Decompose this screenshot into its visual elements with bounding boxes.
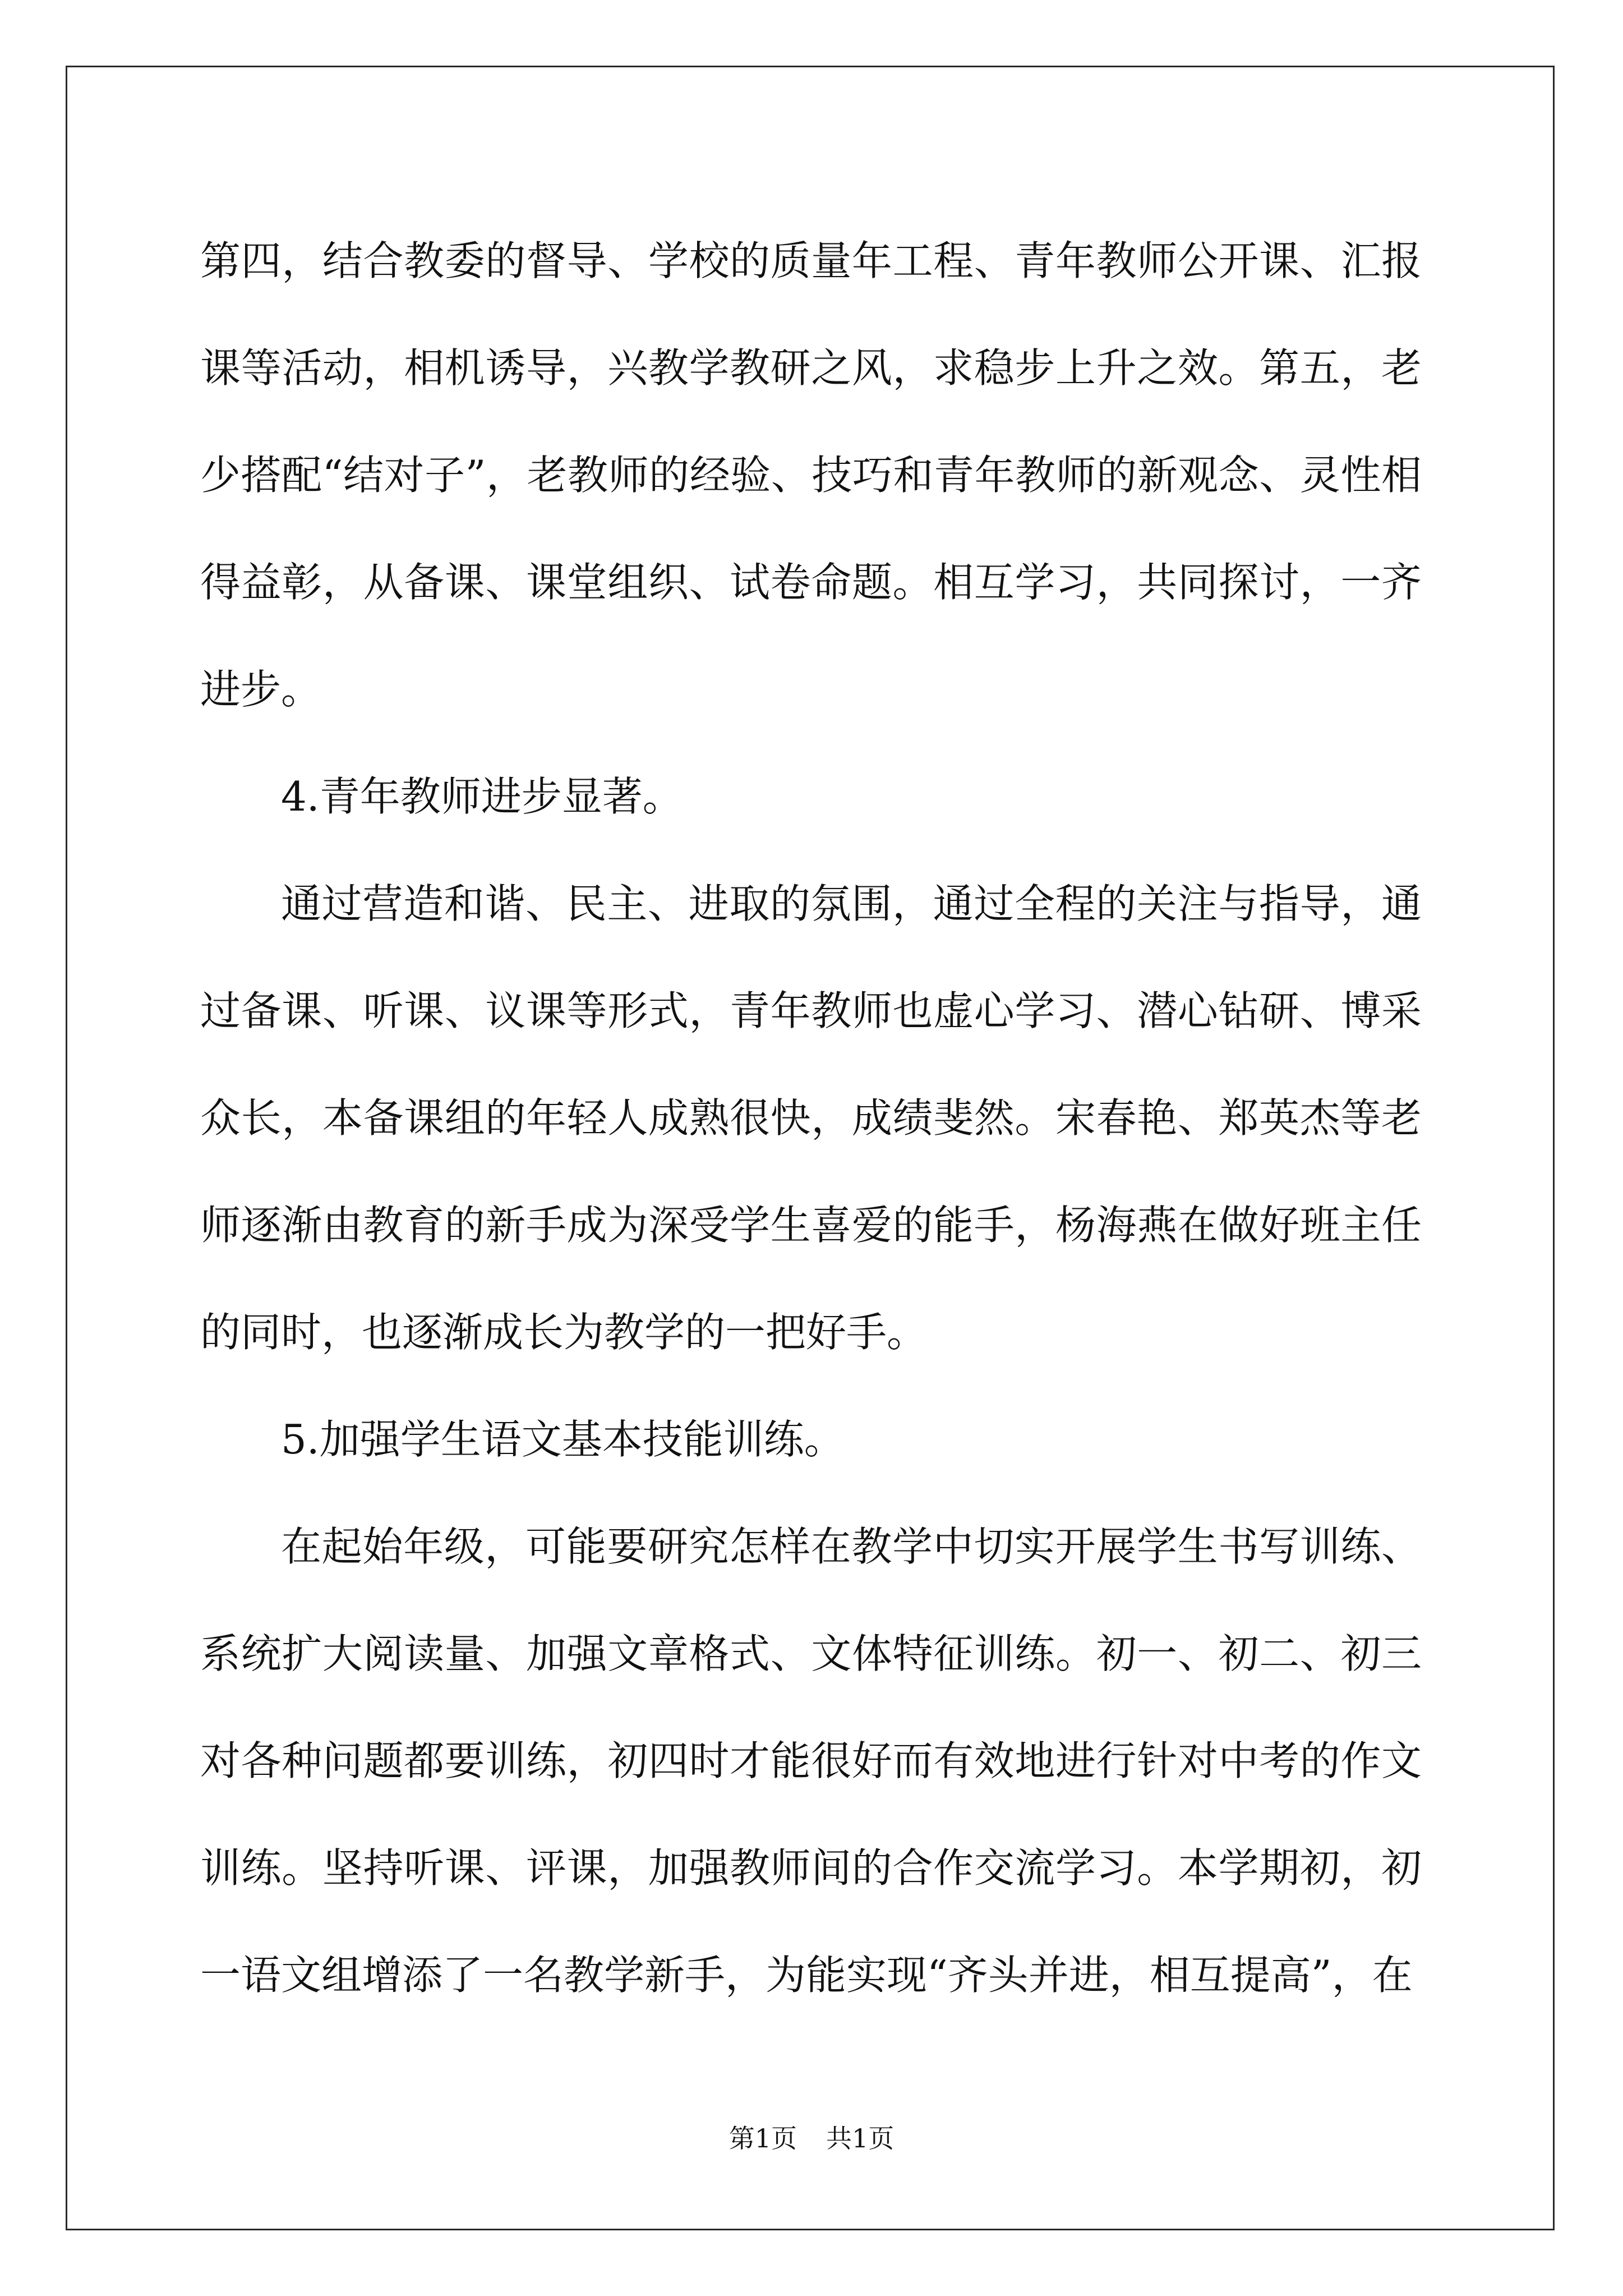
paragraph-language-skills: 在起始年级，可能要研究怎样在教学中切实开展学生书写训练、系统扩大阅读量、加强文章格式、文体特征训练。初一、初二、初三对各种问题都要训练，初四时才能很好而有效地进行针对中考的作文训练。坚持听课、评课，加强教师间的合作交流学习。本学期初，初一语文组增添了一名教学新手，为能实现“齐头并进，相互提高”，在 [200,1523,1422,1999]
document-body [200,208,1422,2029]
page-footer [0,2122,1623,2155]
heading-item-5: 5.加强学生语文基本技能训练。 [281,1416,845,1463]
paragraph-continuation: 第四，结合教委的督导、学校的质量年工程、青年教师公开课、汇报课等活动，相机诱导，兴教学教研之风，求稳步上升之效。第五，老少搭配“结对子”，老教师的经验、技巧和青年教师的新观念、灵性相得益彰，从备课、课堂组织、试卷命题。相互学习，共同探讨，一齐进步。 [200,237,1422,713]
heading-item-4: 4.青年教师进步显著。 [281,773,683,820]
page-number-total: 共1页 [826,2123,895,2154]
paragraph-young-teachers: 通过营造和谐、民主、进取的氛围，通过全程的关注与指导，通过备课、听课、议课等形式，青年教师也虚心学习、潜心钻研、博采众长，本备课组的年轻人成熟很快，成绩斐然。宋春艳、郑英杰等老师逐渐由教育的新手成为深受学生喜爱的能手，杨海燕在做好班主任的同时，也逐渐成长为教学的一把好手。 [200,880,1422,1356]
page-number-current: 第1页 [728,2123,797,2154]
